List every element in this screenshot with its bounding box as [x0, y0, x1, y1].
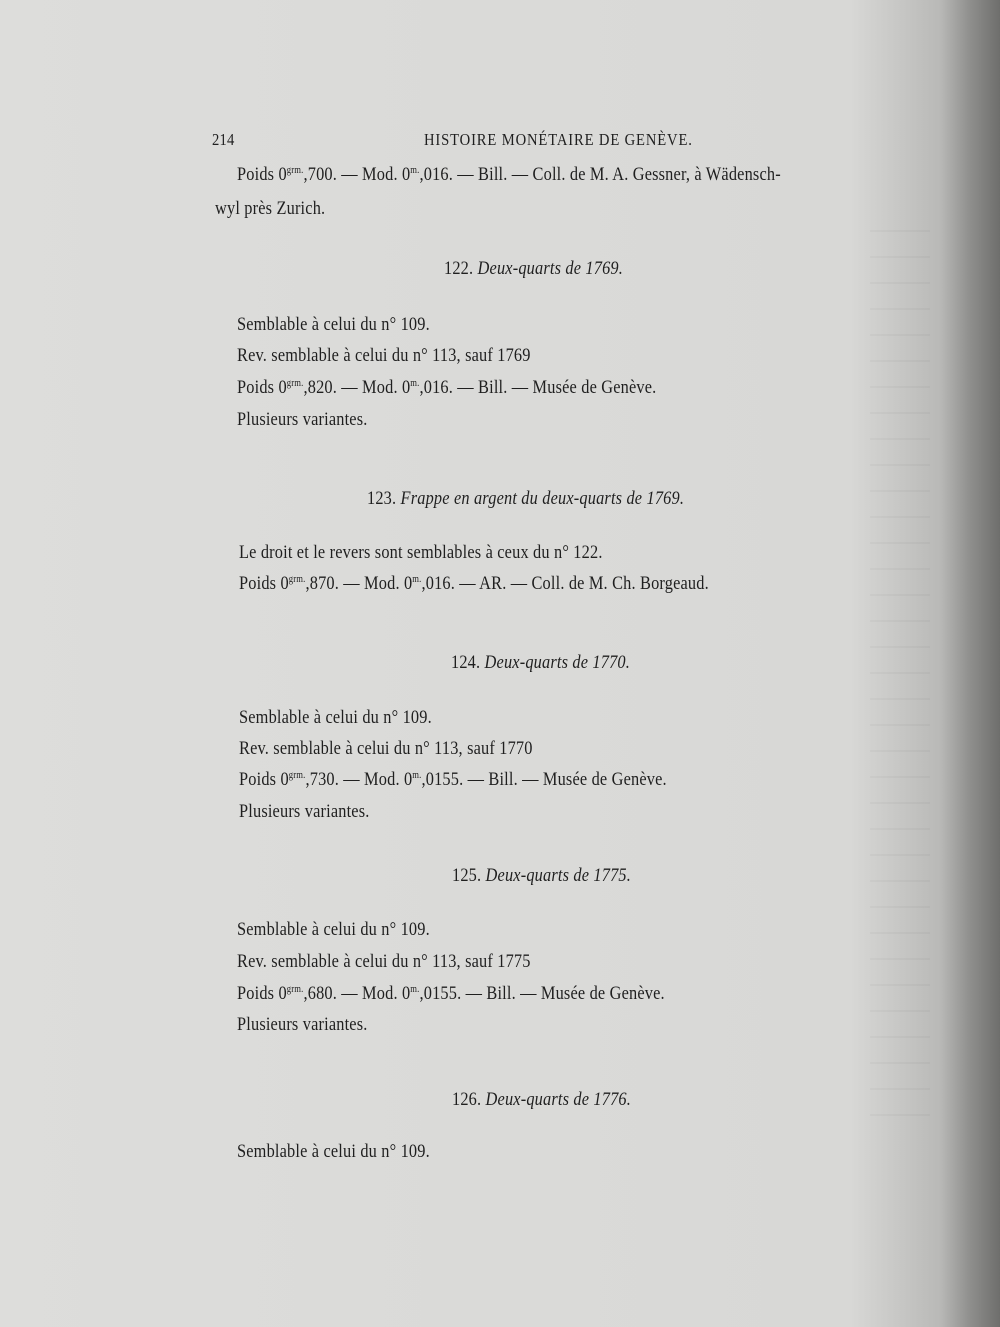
entry-line: Semblable à celui du n° 109.	[239, 707, 432, 728]
entry-weight-line: Poids $0^{grm.},730$. — Mod. $0^{m.},0155$. — Bill. — Musée de Genève.	[239, 769, 667, 790]
entry-title: Deux-quarts de 1776.	[485, 1089, 632, 1110]
entry-number: 122.	[444, 258, 474, 279]
entry-weight-line: Poids $0^{grm.},820$. — Mod. $0^{m.},016$. — Bill. — Musée de Genève.	[237, 377, 657, 398]
entry-heading	[367, 487, 684, 511]
intro-line-2: wyl près Zurich.	[215, 198, 326, 219]
entry-heading	[452, 864, 631, 888]
entry-heading	[451, 651, 630, 675]
entry-line: Semblable à celui du n° 109.	[237, 1141, 430, 1162]
entry-line: Rev. semblable à celui du n° 113, sauf 1770	[239, 738, 533, 759]
entry-title: Frappe en argent du deux-quarts de 1769.	[400, 488, 685, 509]
entry-title: Deux-quarts de 1769.	[477, 258, 624, 279]
entry-number: 123.	[367, 488, 397, 509]
entry-title: Deux-quarts de 1770.	[484, 652, 631, 673]
entry-line: Plusieurs variantes.	[237, 409, 368, 430]
intro-weight-line: Poids $0^{grm.},700$. — Mod. $0^{m.},016$. — Bill. — Coll. de M. A. Gessner, à Wädensch-	[237, 164, 781, 185]
bleed-through-shadow	[870, 230, 930, 1130]
entry-heading	[444, 257, 623, 281]
entry-line: Plusieurs variantes.	[239, 801, 370, 822]
running-title: HISTOIRE MONÉTAIRE DE GENÈVE.	[424, 130, 693, 149]
entry-line: Rev. semblable à celui du n° 113, sauf 1769	[237, 345, 531, 366]
entry-line: Le droit et le revers sont semblables à ceux du n° 122.	[239, 542, 603, 563]
entry-weight-line: Poids $0^{grm.},870$. — Mod. $0^{m.},016$. — AR. — Coll. de M. Ch. Borgeaud.	[239, 573, 709, 594]
entry-number: 124.	[451, 652, 481, 673]
page-number: 214	[212, 130, 235, 149]
entry-weight-line: Poids $0^{grm.},680$. — Mod. $0^{m.},0155$. — Bill. — Musée de Genève.	[237, 983, 665, 1004]
entry-line: Semblable à celui du n° 109.	[237, 314, 430, 335]
entry-number: 126.	[452, 1089, 482, 1110]
entry-number: 125.	[452, 865, 482, 886]
entry-title: Deux-quarts de 1775.	[485, 865, 632, 886]
entry-heading	[452, 1088, 631, 1112]
entry-line: Rev. semblable à celui du n° 113, sauf 1775	[237, 951, 531, 972]
entry-line: Plusieurs variantes.	[237, 1014, 368, 1035]
entry-line: Semblable à celui du n° 109.	[237, 919, 430, 940]
